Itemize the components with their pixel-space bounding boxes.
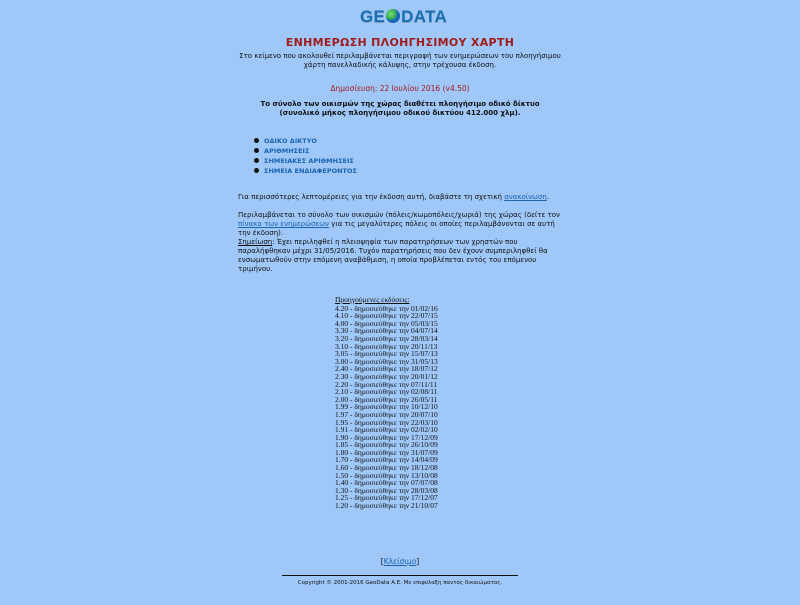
globe-icon	[386, 9, 400, 23]
version-item: 1.25 - δημοσιεύθηκε την 17/12/07	[335, 493, 438, 503]
menu-link-point-numbering[interactable]: ΣΗΜΕΙΑΚΕΣ ΑΡΙΘΜΗΣΕΙΣ	[264, 157, 354, 165]
version-item: 1.80 - δημοσιεύθηκε την 31/07/09	[335, 447, 438, 457]
page-title: ΕΝΗΜΕΡΩΣΗ ΠΛΟΗΓΗΣΙΜΟΥ ΧΑΡΤΗ	[285, 36, 515, 49]
menu-link-numbering[interactable]: ΑΡΙΘΜΗΣΕΙΣ	[264, 147, 310, 155]
version-item: 4.10 - δημοσιεύθηκε την 22/07/15	[335, 311, 438, 321]
version-item: 1.91 - δημοσιεύθηκε την 02/02/10	[335, 425, 438, 435]
version-item: 2.20 - δημοσιεύθηκε την 07/11/11	[335, 379, 438, 389]
version-item: 3.20 - δημοσιεύθηκε την 28/03/14	[335, 333, 438, 343]
previous-versions	[335, 296, 475, 510]
copyright-text: Copyright © 2001-2016 GeoData A.E. Με επιφύλαξη παντός δικαιώματος.	[297, 580, 503, 586]
version-item: 1.90 - δημοσιεύθηκε την 17/12/09	[335, 432, 438, 442]
version-item: 3.00 - δημοσιεύθηκε την 31/05/13	[335, 356, 438, 366]
version-item: 3.30 - δημοσιεύθηκε την 04/07/14	[335, 326, 438, 336]
logo-text-left: GE	[360, 7, 386, 26]
announcement-link[interactable]: ανακοίνωση	[504, 193, 547, 201]
version-item: 2.00 - δημοσιεύθηκε την 26/05/11	[335, 394, 438, 404]
coverage-paragraph	[238, 211, 568, 238]
details-paragraph	[238, 193, 568, 202]
menu-item-numbering	[254, 146, 357, 156]
note-text: : Έχει περιληφθεί η πλειοψηφία των παρατηρήσεων των χρηστών που παραλήφθηκαν μέχρι 31/05/2016. Τυχόν παρατηρήσεις που δεν έχουν συμπεριληφθεί θα ενσωματωθούν στην επόμενη αναβάθμιση, η οποία προβλέπεται εντός του επόμενου τριμήνου.	[238, 238, 548, 273]
details-text-end: .	[546, 193, 550, 201]
details-text: Για περισσότερες λεπτομέρειες για την έκδοση αυτή, διαβάστε τη σχετική	[238, 193, 505, 201]
footer-divider	[282, 575, 518, 576]
menu-item-point-numbering	[254, 156, 357, 166]
close-bracket-left: [	[380, 557, 384, 566]
menu-link-road-network[interactable]: ΟΔΙΚΟ ΔΙΚΤΥΟ	[264, 137, 317, 145]
published-date: Δημοσίευση: 22 Ιουλίου 2016 (v4.50)	[330, 84, 470, 93]
coverage-text-end: για τις μεγαλύτερες πόλεις οι οποίες περιλαμβάνονται σε αυτή την έκδοση).	[238, 220, 555, 237]
updates-table-link[interactable]: πίνακα των ενημερώσεων	[238, 220, 329, 228]
logo-text-right: DATA	[401, 7, 448, 26]
menu-link-points-of-interest[interactable]: ΣΗΜΕΙΑ ΕΝΔΙΑΦΕΡΟΝΤΟΣ	[264, 167, 357, 175]
version-item: 1.60 - δημοσιεύθηκε την 18/12/08	[335, 463, 438, 473]
version-item: 1.50 - δημοσιεύθηκε την 13/10/08	[335, 470, 438, 480]
version-item: 2.10 - δημοσιεύθηκε την 02/08/11	[335, 387, 438, 397]
menu-item-points-of-interest	[254, 166, 357, 176]
version-item: 1.40 - δημοσιεύθηκε την 07/07/08	[335, 478, 438, 488]
version-item: 2.40 - δημοσιεύθηκε την 18/07/12	[335, 364, 438, 374]
section-menu	[254, 136, 357, 176]
menu-item-road-network	[254, 136, 357, 146]
version-item: 3.10 - δημοσιεύθηκε την 20/11/13	[335, 341, 438, 351]
version-item: 1.70 - δημοσιεύθηκε την 14/04/09	[335, 455, 438, 465]
version-item: 4.00 - δημοσιεύθηκε την 05/03/15	[335, 318, 438, 328]
close-bracket-right: ]	[416, 557, 420, 566]
summary-text: Το σύνολο των οικισμών της χώρας διαθέτει πλοηγήσιμο οδικό δίκτυο (συνολικό μήκος πλοηγήσιμου οδικού δικτύου 412.000 χλμ).	[260, 100, 540, 117]
close-link[interactable]: Κλείσιμο	[383, 557, 417, 566]
version-item: 3.05 - δημοσιεύθηκε την 15/07/13	[335, 349, 438, 359]
version-item: 1.95 - δημοσιεύθηκε την 22/03/10	[335, 417, 438, 427]
version-item: 1.99 - δημοσιεύθηκε την 10/12/10	[335, 402, 438, 412]
version-item: 1.20 - δημοσιεύθηκε την 21/10/07	[335, 501, 438, 511]
version-item: 2.30 - δημοσιεύθηκε την 20/01/12	[335, 371, 438, 381]
close-control	[0, 557, 800, 566]
coverage-text: Περιλαμβάνεται το σύνολο των οικισμών (πόλεις/κωμοπόλεις/χωριά) της χώρας (δείτε τον	[238, 211, 560, 219]
version-item: 4.20 - δημοσιεύθηκε την 01/02/16	[335, 303, 438, 313]
version-item: 1.85 - δημοσιεύθηκε την 26/10/09	[335, 440, 438, 450]
previous-versions-heading: Προηγούμενες εκδόσεις:	[335, 295, 410, 304]
intro-text: Στο κείμενο που ακολουθεί περιλαμβάνεται περιγραφή των ενημερώσεων του πλοηγήσιμου χάρτη πανελλαδικής κάλυψης, στην τρέχουσα έκδοση.	[239, 52, 561, 69]
version-item: 1.30 - δημοσιεύθηκε την 28/03/08	[335, 485, 438, 495]
note-label: Σημείωση	[238, 238, 273, 246]
version-item: 1.97 - δημοσιεύθηκε την 20/07/10	[335, 409, 438, 419]
geodata-logo	[360, 7, 448, 26]
note-paragraph	[238, 238, 568, 274]
